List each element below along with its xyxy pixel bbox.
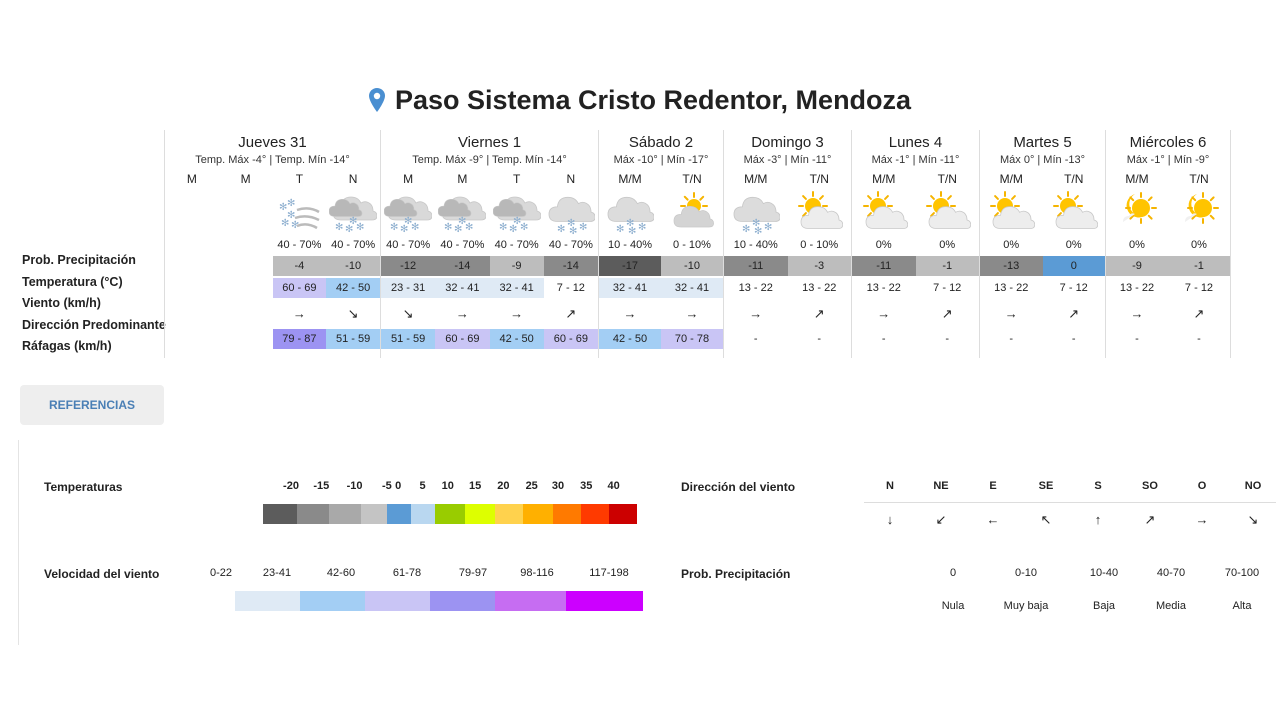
temperature-tick: -20 — [283, 480, 299, 492]
sunny-icon — [1168, 189, 1230, 235]
temperature-cell: -11 — [852, 256, 916, 276]
day-temp-range: Máx -1° | Mín -9° — [1126, 154, 1210, 166]
wind-direction-arrow-icon: ↓ — [886, 512, 894, 527]
time-slot — [661, 169, 723, 351]
wind-speed-range: 79-97 — [458, 567, 488, 579]
wind-direction-arrow-icon: ↘ — [402, 306, 414, 321]
day-temp-range: Temp. Máx -4° | Temp. Mín -14° — [195, 154, 350, 166]
temperature-cell: -14 — [435, 256, 489, 276]
snow-cloud-icon — [490, 189, 544, 235]
precip-range: 0-10 — [1014, 567, 1038, 579]
time-slot — [435, 169, 489, 351]
wind-direction-arrow-icon: ↗ — [941, 306, 953, 321]
temperature-swatch — [465, 504, 495, 524]
wind-direction-name: NO — [1244, 480, 1262, 492]
wind-direction-arrow-icon: ← — [986, 512, 1000, 527]
slot-period-label: N — [348, 172, 358, 186]
sun-behind-cloud-icon — [788, 189, 852, 235]
wind-direction-divider — [864, 502, 1276, 503]
time-slot — [165, 169, 219, 351]
svg-text:✻: ✻ — [335, 222, 344, 233]
day-temp-range: Máx -10° | Mín -17° — [613, 154, 709, 166]
temperature-tick: 20 — [497, 480, 510, 492]
gust-cell — [219, 329, 273, 349]
svg-text:✻: ✻ — [626, 218, 635, 229]
svg-text:✻: ✻ — [578, 222, 588, 233]
slot-period-label: T — [295, 172, 304, 186]
svg-text:✻: ✻ — [751, 218, 761, 229]
wind-direction-name: SO — [1142, 480, 1158, 492]
temperature-swatch — [411, 504, 435, 524]
temperature-cell: -3 — [788, 256, 852, 276]
day-temp-range: Máx -1° | Mín -11° — [871, 154, 960, 166]
wind-direction-arrow-icon: → — [1130, 306, 1144, 321]
wind-direction-name: S — [1094, 480, 1102, 492]
svg-text:✻: ✻ — [519, 222, 529, 233]
slot-period-label: M/M — [1125, 172, 1149, 186]
temperature-tick: -10 — [346, 480, 363, 492]
temperature-cell: 0 — [1043, 256, 1106, 276]
gust-cell: - — [1009, 333, 1014, 345]
time-slots — [381, 169, 598, 351]
wind-direction-arrow-icon: → — [685, 306, 699, 321]
svg-text:✻: ✻ — [444, 222, 453, 233]
wind-speed-swatch — [365, 591, 430, 611]
temperatures-legend-label: Temperaturas — [44, 480, 123, 494]
wind-direction-arrow-icon: → — [510, 306, 524, 321]
wind-direction-arrow-icon: ↗ — [1144, 512, 1156, 527]
wind-speed-swatch — [430, 591, 495, 611]
day-column — [723, 130, 851, 358]
time-slot — [852, 169, 916, 351]
gust-cell: 42 - 50 — [599, 329, 661, 349]
time-slots — [599, 169, 723, 351]
wind-direction-arrow-icon: → — [292, 306, 306, 321]
wind-speed-cell: 7 - 12 — [1059, 281, 1088, 294]
precip-probability: 40 - 70% — [548, 239, 593, 251]
svg-text:✻: ✻ — [291, 220, 300, 231]
svg-text:✻: ✻ — [287, 210, 296, 221]
temperature-tick: -5 — [382, 480, 392, 492]
precip-probability: 10 - 40% — [733, 239, 778, 251]
svg-text:✻: ✻ — [628, 226, 637, 236]
slot-period-label: T/N — [809, 172, 829, 186]
slot-period-label: T/N — [937, 172, 957, 186]
wind-speed-cell — [165, 278, 219, 298]
temperature-tick: 40 — [607, 480, 620, 492]
wind-speed-swatch — [566, 591, 643, 611]
slot-period-label: M/M — [999, 172, 1023, 186]
svg-text:✻: ✻ — [458, 216, 467, 227]
wind-direction-arrow-icon — [219, 299, 273, 329]
time-slot — [490, 169, 544, 351]
gust-cell: - — [753, 333, 758, 345]
time-slots — [852, 169, 979, 351]
snow-cloud-icon — [326, 189, 380, 235]
references-button[interactable]: REFERENCIAS — [20, 385, 164, 425]
time-slot — [788, 169, 852, 351]
wind-speed-cell: 7 - 12 — [556, 281, 585, 294]
wind-speed-swatch — [300, 591, 365, 611]
gust-cell: 51 - 59 — [381, 329, 435, 349]
temperature-cell: -9 — [490, 256, 544, 276]
wind-speed-cell: 7 - 12 — [1184, 281, 1214, 294]
day-column — [979, 130, 1105, 358]
sunny-icon — [1106, 189, 1168, 235]
weather-icon — [165, 189, 219, 235]
temperature-swatch — [581, 504, 609, 524]
slot-period-label: T/N — [1064, 172, 1084, 186]
svg-text:✻: ✻ — [356, 222, 365, 233]
wind-direction-arrow-icon: ↘ — [347, 306, 359, 321]
wind-direction-arrow-icon: ↗ — [1068, 306, 1080, 321]
precip-level: Muy baja — [1003, 600, 1049, 612]
temperature-cell: -10 — [661, 256, 723, 276]
wind-direction-arrow-icon — [165, 299, 219, 329]
precip-probability: 0% — [1191, 239, 1207, 251]
temperature-cell — [219, 256, 273, 276]
slot-period-label: M/M — [618, 172, 642, 186]
precip-range: 40-70 — [1156, 567, 1186, 579]
time-slot — [1106, 169, 1168, 351]
temperature-tick: 25 — [525, 480, 538, 492]
svg-text:✻: ✻ — [345, 224, 354, 235]
wind-speed-cell: 32 - 41 — [599, 278, 661, 298]
time-slots — [980, 169, 1105, 351]
snow-cloud-icon — [381, 189, 435, 235]
precip-probability: 40 - 70% — [277, 239, 322, 251]
slot-period-label: T — [512, 172, 521, 186]
wind-speed-cell: 32 - 41 — [435, 278, 489, 298]
day-name: Lunes 4 — [888, 134, 943, 151]
wind-speed-range: 117-198 — [589, 567, 629, 579]
slot-period-label: M — [240, 172, 251, 186]
temperature-swatch — [609, 504, 637, 524]
slot-period-label: M/M — [744, 172, 768, 186]
svg-text:✻: ✻ — [279, 202, 288, 213]
svg-text:✻: ✻ — [566, 218, 576, 229]
light-snow-icon — [599, 189, 661, 235]
precip-probability: 0% — [1003, 239, 1020, 251]
sun-behind-cloud-icon — [852, 189, 916, 235]
time-slot — [544, 169, 598, 351]
slot-period-label: T/N — [1189, 172, 1209, 186]
wind-speed-cell: 13 - 22 — [802, 281, 837, 294]
precip-probability: 0 - 10% — [673, 239, 711, 251]
wind-direction-arrow-icon: ↙ — [935, 512, 947, 527]
row-label-precip: Prob. Precipitación — [22, 253, 136, 267]
snow-cloud-icon — [435, 189, 489, 235]
precip-probability: 0% — [1065, 239, 1082, 251]
gust-cell: - — [945, 333, 950, 345]
temperature-swatch — [387, 504, 411, 524]
svg-text:✻: ✻ — [568, 226, 578, 236]
wind-direction-arrow-icon: → — [1004, 306, 1018, 321]
svg-text:✻: ✻ — [454, 224, 463, 235]
temperature-swatch — [329, 504, 361, 524]
gust-cell — [165, 329, 219, 349]
wind-speed-cell: 23 - 31 — [381, 278, 435, 298]
time-slots — [724, 169, 851, 351]
precip-probability: 0% — [875, 239, 892, 251]
day-name: Viernes 1 — [457, 134, 522, 151]
time-slot — [273, 169, 327, 351]
precip-probability: 10 - 40% — [607, 239, 653, 251]
gust-cell: 51 - 59 — [326, 329, 380, 349]
day-column — [164, 130, 380, 358]
gust-cell: 60 - 69 — [435, 329, 489, 349]
gust-cell: - — [1071, 333, 1076, 345]
time-slot — [599, 169, 661, 351]
temperature-cell: -10 — [326, 256, 380, 276]
wind-direction-arrow-icon: → — [623, 306, 637, 321]
precip-level: Baja — [1092, 600, 1116, 612]
wind-speed-cell: 13 - 22 — [994, 281, 1029, 294]
gust-cell: - — [1197, 333, 1201, 345]
slot-period-label: T/N — [682, 172, 702, 186]
temperature-tick: 30 — [551, 480, 565, 492]
sun-behind-cloud-icon — [980, 189, 1043, 235]
wind-speed-cell: 7 - 12 — [933, 281, 962, 294]
wind-direction-name: N — [886, 480, 894, 492]
wind-direction-name: O — [1197, 480, 1207, 492]
page-title — [0, 85, 1280, 119]
time-slots — [1106, 169, 1230, 351]
wind-speed-cell: 32 - 41 — [490, 278, 544, 298]
temperature-tick: 15 — [468, 480, 482, 492]
forecast-table — [164, 130, 1231, 358]
temperature-swatch — [495, 504, 523, 524]
svg-text:✻: ✻ — [763, 222, 773, 233]
svg-text:✻: ✻ — [390, 222, 399, 233]
gust-cell: 70 - 78 — [661, 329, 723, 349]
gust-cell: - — [817, 333, 822, 345]
day-column — [1105, 130, 1231, 358]
temperature-cell: -9 — [1106, 256, 1168, 276]
temperature-cell: -12 — [381, 256, 435, 276]
wind-speed-legend-label: Velocidad del viento — [44, 567, 160, 581]
wind-speed-swatch — [495, 591, 566, 611]
sun-behind-cloud-icon — [916, 189, 980, 235]
svg-text:✻: ✻ — [287, 198, 296, 209]
partly-sunny-icon — [661, 189, 723, 235]
snow-wind-icon — [273, 189, 327, 235]
row-label-gusts: Ráfagas (km/h) — [22, 339, 112, 353]
wind-speed-range: 61-78 — [392, 567, 422, 579]
precip-probability: 40 - 70% — [331, 239, 376, 251]
precip-range: 10-40 — [1089, 567, 1119, 579]
slot-period-label: M/M — [872, 172, 896, 186]
temperature-swatch — [523, 504, 553, 524]
precip-level: Nula — [941, 600, 965, 612]
wind-direction-arrow-icon: ↗ — [1193, 306, 1205, 321]
references-panel — [18, 440, 1280, 645]
temperature-swatch — [553, 504, 581, 524]
temperature-cell: -13 — [980, 256, 1043, 276]
wind-speed-range: 42-60 — [326, 567, 356, 579]
temperature-swatch — [263, 504, 297, 524]
wind-direction-arrow-icon: → — [749, 306, 763, 321]
light-snow-icon — [544, 189, 598, 235]
svg-text:✻: ✻ — [753, 226, 763, 236]
temperature-cell: -11 — [724, 256, 788, 276]
gust-cell: - — [881, 333, 886, 345]
precip-range: 0 — [949, 567, 957, 579]
wind-speed-range: 0-22 — [209, 567, 233, 579]
slot-period-label: M — [186, 172, 197, 186]
wind-speed-cell: 60 - 69 — [273, 278, 327, 298]
precip-probability — [219, 235, 273, 256]
precip-probability: 40 - 70% — [386, 239, 431, 251]
precip-probability: 0% — [939, 239, 956, 251]
day-name: Domingo 3 — [751, 134, 824, 151]
wind-direction-name: NE — [933, 480, 949, 492]
gust-cell: 79 - 87 — [273, 329, 327, 349]
temperature-cell: -17 — [599, 256, 661, 276]
time-slot — [724, 169, 788, 351]
day-name: Martes 5 — [1013, 134, 1072, 151]
wind-direction-arrow-icon: ↗ — [813, 306, 825, 321]
svg-text:✻: ✻ — [281, 218, 290, 229]
day-temp-range: Máx -3° | Mín -11° — [743, 154, 832, 166]
sun-behind-cloud-icon — [1043, 189, 1106, 235]
wind-direction-arrow-icon: → — [1195, 512, 1209, 527]
wind-direction-arrow-icon: ↘ — [1247, 512, 1259, 527]
temperature-tick: -15 — [313, 480, 330, 492]
location-name: Paso Sistema Cristo Redentor, Mendoza — [394, 85, 912, 115]
svg-text:✻: ✻ — [349, 216, 358, 227]
wind-direction-arrow-icon: → — [877, 306, 891, 321]
temperature-cell: -4 — [273, 256, 327, 276]
wind-direction-arrow-icon: ↑ — [1094, 512, 1102, 527]
temperature-tick: 10 — [441, 480, 454, 492]
svg-text:✻: ✻ — [411, 222, 420, 233]
wind-speed-cell: 13 - 22 — [738, 281, 773, 294]
temperature-cell — [165, 256, 219, 276]
time-slot — [980, 169, 1043, 351]
temperature-tick: 35 — [580, 480, 593, 492]
day-name: Sábado 2 — [628, 134, 694, 151]
wind-direction-legend-label: Dirección del viento — [681, 480, 796, 494]
wind-speed-swatch — [235, 591, 300, 611]
slot-period-label: N — [566, 172, 576, 186]
wind-speed-cell: 13 - 22 — [866, 281, 901, 294]
precip-probability: 40 - 70% — [440, 239, 485, 251]
precip-range: 70-100 — [1224, 567, 1260, 579]
precip-probability: 0% — [1129, 239, 1145, 251]
time-slot — [381, 169, 435, 351]
svg-text:✻: ✻ — [512, 216, 522, 227]
precip-legend-label: Prob. Precipitación — [681, 567, 791, 581]
wind-direction-arrow-icon: ↗ — [565, 306, 577, 321]
time-slot — [326, 169, 380, 351]
svg-text:✻: ✻ — [498, 222, 508, 233]
wind-speed-range: 98-116 — [520, 567, 554, 579]
row-label-temperature: Temperatura (°C) — [22, 274, 123, 289]
row-label-direction: Dirección Predominante — [22, 317, 166, 332]
gust-cell: 60 - 69 — [544, 329, 598, 349]
temperature-tick: 0 — [395, 480, 402, 492]
precip-probability: 40 - 70% — [494, 239, 539, 251]
wind-direction-name: SE — [1038, 480, 1054, 492]
temperature-swatch — [361, 504, 387, 524]
gust-cell: - — [1135, 333, 1139, 345]
location-pin-icon — [369, 88, 385, 119]
day-column — [380, 130, 598, 358]
time-slot — [1168, 169, 1230, 351]
wind-speed-cell: 13 - 22 — [1119, 281, 1155, 294]
svg-text:✻: ✻ — [400, 224, 409, 235]
svg-text:✻: ✻ — [465, 222, 474, 233]
row-label-wind: Viento (km/h) — [22, 296, 101, 310]
wind-direction-name: E — [989, 480, 997, 492]
row-labels — [22, 250, 167, 358]
slot-period-label: M — [403, 172, 414, 186]
wind-speed-cell: 32 - 41 — [661, 278, 723, 298]
day-column — [598, 130, 723, 358]
time-slot — [916, 169, 980, 351]
temperature-cell: -1 — [1168, 256, 1230, 276]
svg-text:✻: ✻ — [741, 224, 751, 235]
svg-text:✻: ✻ — [616, 224, 625, 235]
temperature-swatch — [297, 504, 329, 524]
day-name: Miércoles 6 — [1129, 134, 1207, 151]
wind-speed-range: 23-41 — [262, 567, 292, 579]
wind-speed-cell: 42 - 50 — [326, 278, 380, 298]
day-column — [851, 130, 979, 358]
svg-text:✻: ✻ — [556, 224, 566, 235]
svg-text:✻: ✻ — [508, 224, 518, 235]
time-slots — [165, 169, 380, 351]
gust-cell: 42 - 50 — [490, 329, 544, 349]
temperature-tick: 5 — [419, 480, 426, 492]
precip-probability — [165, 235, 219, 256]
day-temp-range: Máx 0° | Mín -13° — [999, 154, 1085, 166]
wind-speed-cell — [219, 278, 273, 298]
svg-text:✻: ✻ — [638, 222, 647, 233]
day-temp-range: Temp. Máx -9° | Temp. Mín -14° — [412, 154, 567, 166]
precip-level: Alta — [1232, 600, 1252, 612]
day-name: Jueves 31 — [238, 134, 307, 151]
time-slot — [219, 169, 273, 351]
wind-direction-arrow-icon: ↖ — [1040, 512, 1052, 527]
temperature-cell: -1 — [916, 256, 980, 276]
time-slot — [1043, 169, 1106, 351]
temperature-cell: -14 — [544, 256, 598, 276]
precip-probability: 0 - 10% — [800, 239, 839, 251]
temperature-swatch — [435, 504, 465, 524]
weather-icon — [219, 189, 273, 235]
slot-period-label: M — [457, 172, 468, 186]
svg-text:✻: ✻ — [404, 216, 413, 227]
light-snow-icon — [724, 189, 788, 235]
precip-level: Media — [1156, 600, 1186, 612]
wind-direction-arrow-icon: → — [455, 306, 469, 321]
